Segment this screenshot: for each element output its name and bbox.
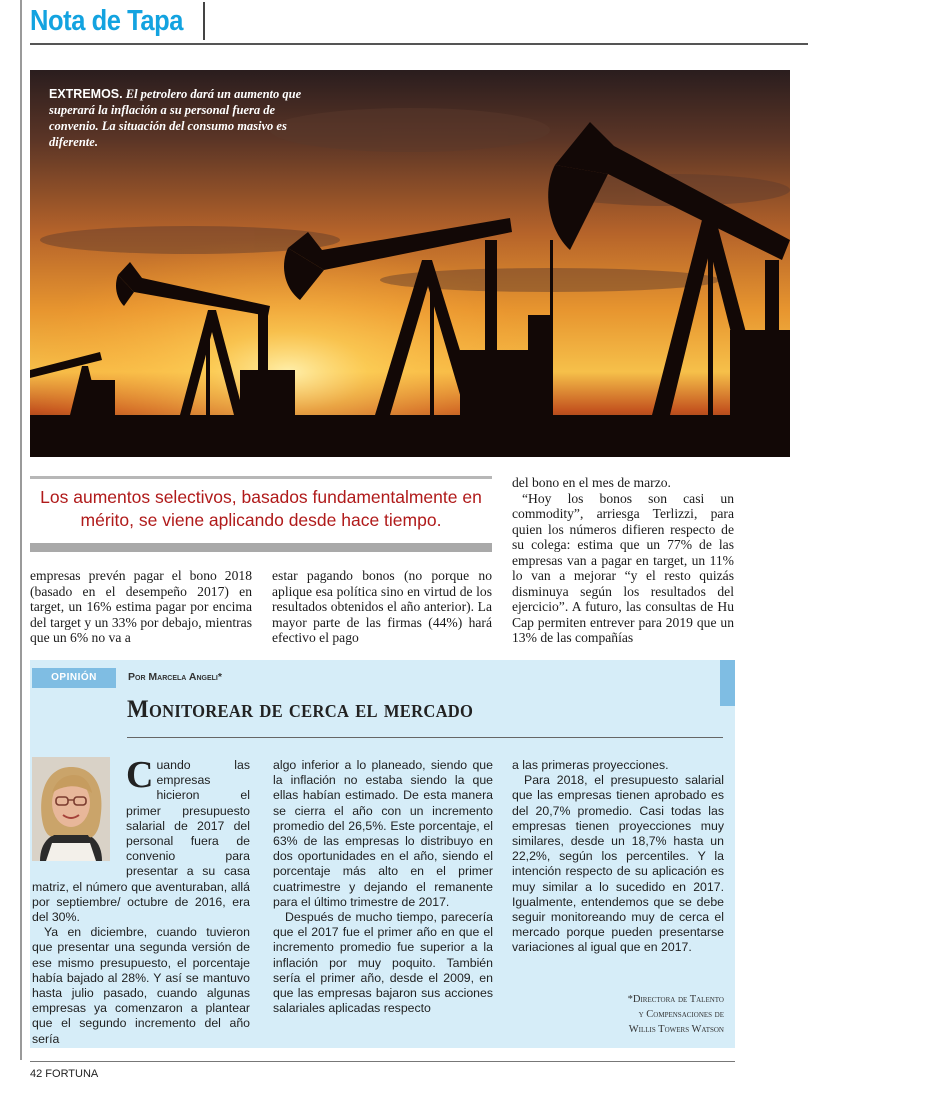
article-column-2	[272, 568, 492, 646]
photo-caption	[49, 86, 321, 150]
signature-line-3: Willis Towers Watson	[628, 1024, 724, 1035]
headline-rule	[127, 737, 723, 738]
article-col3-p1: del bono en el mes de marzo.	[512, 475, 671, 490]
left-margin-rule	[20, 0, 22, 1060]
pullquote-bottom-rule	[30, 543, 492, 552]
section-title: Nota de Tapa	[30, 5, 184, 37]
author-signature	[540, 992, 724, 1037]
author-byline: Por Marcela Angeli*	[128, 671, 222, 683]
article-column-1	[30, 568, 252, 646]
opinion-col3-p1: a las primeras proyecciones.	[512, 758, 669, 772]
opinion-headline: Monitorear de cerca el mercado	[127, 696, 474, 723]
page-folio: 42 FORTUNA	[30, 1068, 99, 1080]
opinion-column-1	[32, 754, 250, 1047]
opinion-column-2	[273, 758, 493, 1016]
article-column-3	[512, 475, 734, 646]
drop-cap: C	[126, 754, 154, 796]
opinion-col3-p2: Para 2018, el presupuesto salarial que las empresas tienen aprobado es del 20,7% promedio. Casi todas las empresas tienen proyecciones muy similares, desde un 18,7% hasta un 22,2%, según los percentiles. Y la intención respecto de su aplicación es muy similar a lo sucedido en 2017. Igualmente, entendemos que se debe seguir monitoreando muy de cerca el mercado porque pueden presentarse variaciones al igual que en 2017.	[512, 773, 724, 955]
header-rule	[30, 43, 808, 45]
opinion-corner-mark	[720, 660, 735, 706]
opinion-col1-p1: uando las empresas hicieron el primer presupuesto salarial de 2017 del personal fuera de convenio para presentar a su casa matriz, el número que aventuraban, allá por septiembre/ octubre de 2016, era del 30%.	[32, 758, 250, 925]
opinion-col1-p2: Ya en diciembre, cuando tuvieron que presentar una segunda versión de ese mismo presupuesto, el porcentaje había bajado al 28%. Y así se mantuvo hasta julio pasado, cuando algunas empresas ya comenzaron a plantear que el segundo incremento del año sería	[32, 925, 250, 1046]
caption-lead: EXTREMOS.	[49, 87, 123, 101]
article-col2-text: estar pagando bonos (no porque no aplique esa política sino en virtud de los resultados obtenidos el año anterior). La mayor parte de las firmas (44%) hará efectivo el pago	[272, 568, 492, 645]
caption-text: El petrolero dará un aumento que superará la inflación a su personal fuera de convenio. La situación del consumo masivo es diferente.	[49, 87, 302, 149]
opinion-col2-p2: Después de mucho tiempo, parecería que el 2017 fue el primer año en que el incremento promedio fue superior a la inflación por muy poquito. También sería el primer año, desde el 2009, en que las empresas bajaron sus acciones salariales aplicadas respecto	[273, 910, 493, 1016]
pullquote-top-rule	[30, 476, 492, 479]
signature-line-1: *Directora de Talento	[627, 994, 724, 1005]
opinion-col2-p1: algo inferior a lo planeado, siendo que la inflación no estaba siendo la que ellas habían estimado. De esta manera se cierra el año con un incremento promedio del 26,5%. Este porcentaje, el 63% de las empresas lo distribuyo en dos oportunidades en el año, siendo el porcentaje más alto en el primer cuatrimestre y dejando el remanente para el último trimestre de 2017.	[273, 758, 493, 909]
footer-rule	[30, 1061, 735, 1062]
article-col1-text: empresas prevén pagar el bono 2018 (basado en el desempeño 2017) en target, un 16% estima pagar por encima del target y un 33% por debajo, mientras que un 6% no va a	[30, 568, 252, 645]
signature-line-2: y Compensaciones de	[638, 1009, 724, 1020]
title-divider	[203, 2, 205, 40]
opinion-column-3	[512, 758, 724, 956]
article-col3-p2: “Hoy los bonos son casi un commodity”, arriesga Terlizzi, para quien los números difieren respecto de su colega: estima que un 77% de las empresas van a pagar en target, un 11% lo van a mejorar “y el resto quizás disminuya según los resultados del ejercicio”. A futuro, las consultas de Hu Cap permiten entrever para 2019 que un 13% de las compañías	[512, 490, 734, 645]
pull-quote: Los aumentos selectivos, basados fundamentalmente en mérito, se viene aplicando desde hace tiempo.	[40, 487, 482, 530]
opinion-tag: OPINIÓN	[32, 668, 116, 688]
